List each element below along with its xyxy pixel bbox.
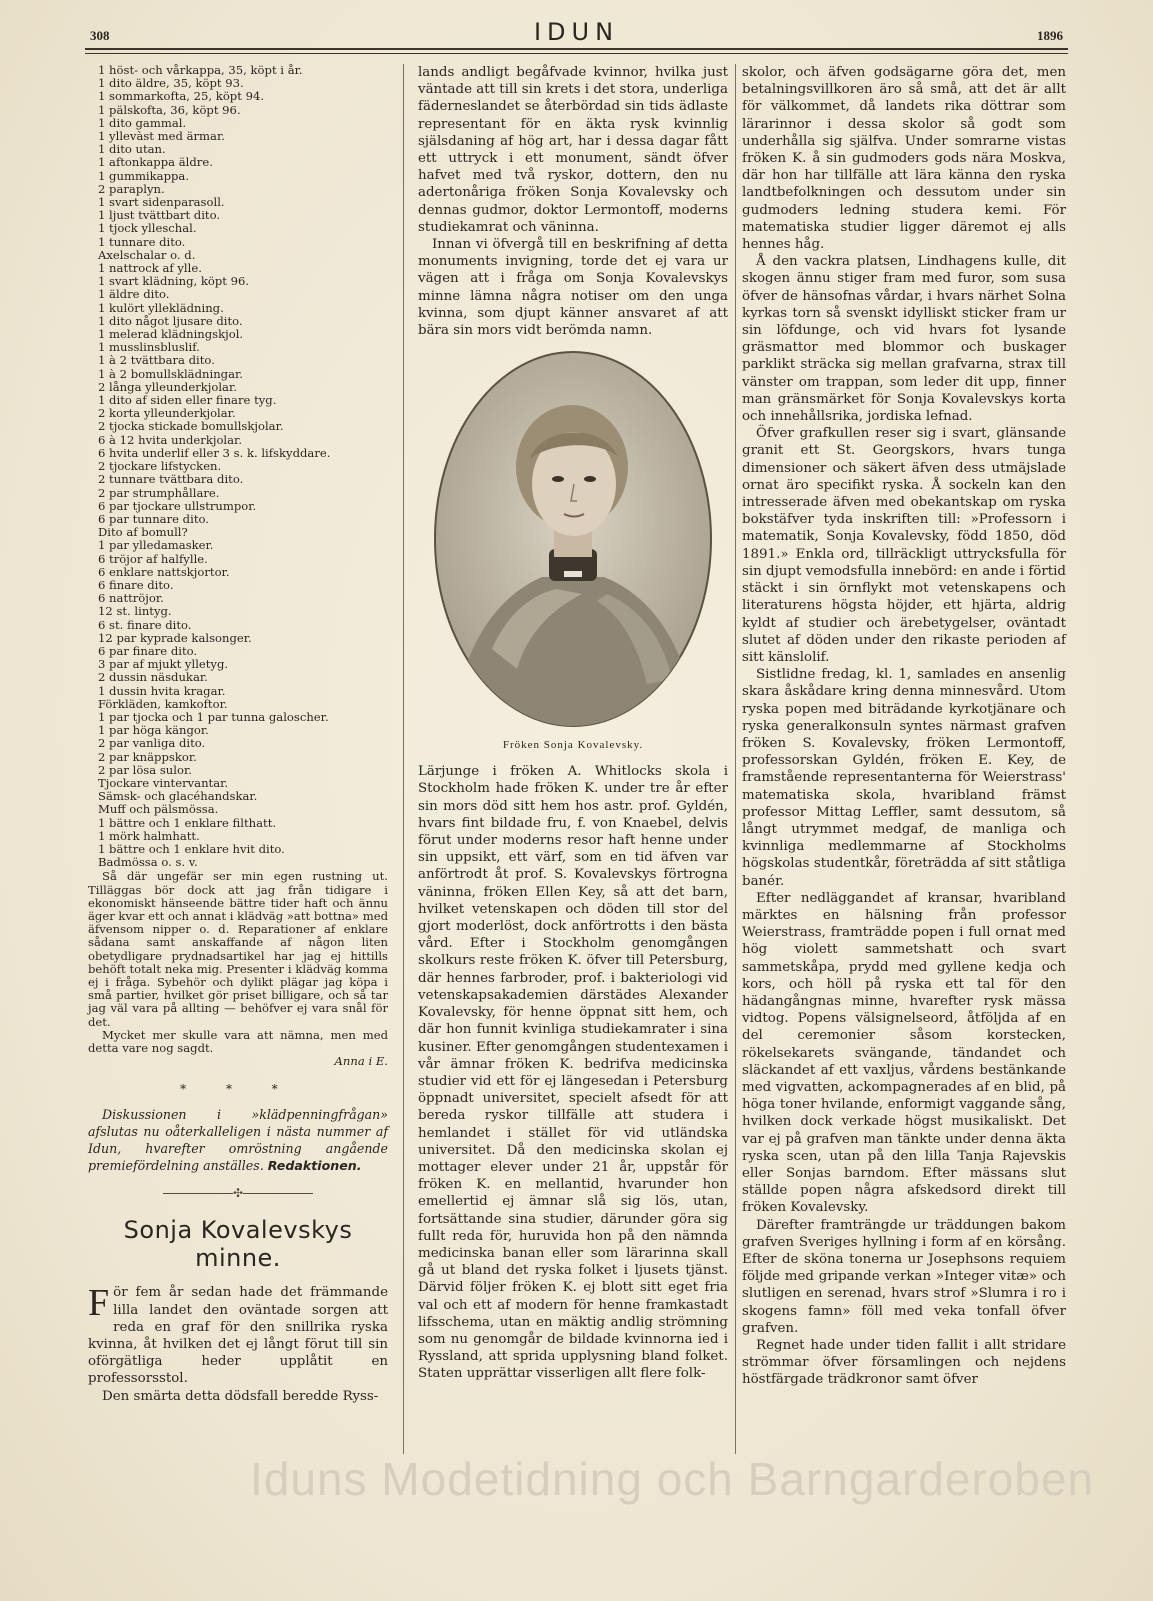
- paragraph: Efter nedläggandet af kransar, hvaribland märktes en hälsning från professor Weierstrass, framträdde popen i full ornat med hög violett sammetshatt och svart sammetskåpa, prydd med gyllene kedja och kors, och höll på ryska ett tal för den hädangångnas minne, hvarefter rysk mässa vidtog. Popens välsignelseord, åtföljda af en del ceremonier såsom korstecken, rökelsekarets svängande, tändandet och släckandet af ett vaxljus, vårdens bestänkande med vigvatten, ackompagnerades af en blid, på höga toner hvilande, enformigt vaggande sång, hvilken dock verkade högst musikaliskt. Det var ej på grafven man tänkte under denna äkta ryska scen, utan på den lilla Tanja Rajevskis eller Sonjas barndom. Efter mässans slut ställde popen några afskedsord direkt till fröken Kovalevsky.: [742, 890, 1066, 1216]
- list-item: 1 musslinsbluslif.: [98, 340, 200, 355]
- list-item: 1 tjock ylleschal.: [98, 221, 197, 236]
- list-item: 1 par tjocka och 1 par tunna galoscher.: [98, 709, 329, 724]
- list-item: 1 dito af siden eller finare tyg.: [98, 393, 277, 408]
- list-item: 1 aftonkappa äldre.: [98, 155, 213, 170]
- paragraph: Å den vackra platsen, Lindhagens kulle, dit skogen ännu stiger fram med furor, som susa öfver de hänsofnas vårdar, i hvars närhet Solna kyrkas torn så svenskt idylliskt sticker fram ur sin löfdunge, och vid hvars fot lysande gräsmattor med blommor och buskager parklikt sträcka sig mellan grafvarna, strax till vänster om trappan, som leder dit upp, finner man gränsmärket för Sonja Kovalevskys korta och innehållsrika, jordiska lefnad.: [742, 254, 1066, 425]
- portrait-caption: Fröken Sonja Kovalevsky.: [502, 739, 644, 752]
- list-item: 1 tunnare dito.: [98, 234, 186, 249]
- list-item: 1 äldre dito.: [98, 287, 170, 302]
- paragraph: lands andligt begåfvade kvinnor, hvilka just väntade att till sin krets i det stora, underliga fäderneslandet se återbördad sin tids ädlaste representant för en äkta rysk kvinnlig själsdaning af hög art, har i dessa dagar fått ett uttryck i ett monument, sändt öfver hafvet med två ryskor, dottern, den nu adertonåriga fröken Sonja Kovalevsky och dennas gudmor, doktor Lermontoff, moderns studiekamrat och väninna.: [418, 65, 728, 235]
- list-item: 1 yllevàst med ärmar.: [98, 129, 225, 144]
- list-item: 1 dito något ljusare dito.: [98, 313, 243, 328]
- list-item: 2 tunnare tvättbara dito.: [98, 472, 244, 487]
- list-item: 1 pälskofta, 36, köpt 96.: [98, 102, 241, 117]
- column-right: [742, 64, 1066, 1389]
- discussion-text: Diskussionen i »klädpenningfrågan» afslutas nu oåterkalleligen i nästa nummer af Idun, hvarefter omröstning angående premiefördelning anställes.: [88, 1107, 388, 1174]
- list-item: 2 tjockare lifstycken.: [98, 459, 222, 474]
- list-item: 6 par tunnare dito.: [98, 511, 209, 526]
- paragraph: Så där ungefär ser min egen rustning ut. Tilläggas bör dock att jag från tidigare i ekonomiskt hänseende bättre tider haft och ännu äger kvar ett och annat i klädväg »att bottna» med äfvensom nipper o. d. Reparationer af enklare sådana samt anskaffande af någon liten obetydligare prydnadsartikel har jag ej hittills behöft totalt neka mig. Presenter i klädväg komma ej i fråga. Sybehör och dylikt plägar jag köpa i små partier, hvilket gör priset billigare, och så tar jag väl vara på allting — behöfver ej vara snål för det.: [88, 869, 388, 1029]
- ornament-divider: ✣: [88, 1186, 388, 1200]
- paragraph: Öfver grafkullen reser sig i svart, glänsande granit ett St. Georgskors, hvars tunga dimensioner och säkert äfven dess utmäjslade ornat äro specifikt ryska. Å sockeln kan den intresserade äfven med obekantskap om ryska bokstäfver tyda inskriften till: »Professorn i matematik, Sonja Kovalevsky, född 1850, död 1891.» Enkla ord, tillräckligt uttrycksfulla för sin djupt vemodsfulla innebörd: en ande i förtid stäckt i sin örnflykt mot vetenskapens och literaturens högsta höjder, ett hjärta, aldrig kyldt af studier och ärebetygelser, oväntadt slutet af döden under den rikaste perioden af sitt känslolif.: [742, 426, 1066, 665]
- list-item: 1 svart klädning, köpt 96.: [98, 274, 250, 289]
- clothing-list: [88, 64, 388, 869]
- list-item: 1 svart sidenparasoll.: [98, 195, 225, 210]
- list-item: 6 hvita underlif eller 3 s. k. lifskyddare.: [98, 445, 331, 460]
- magazine-title: IDUN: [533, 18, 620, 46]
- page-number: 308: [90, 28, 110, 43]
- list-item: 1 à 2 tvättbara dito.: [98, 353, 215, 368]
- paragraph: Mycket mer skulle vara att nämna, men med detta vare nog sagdt.: [88, 1027, 388, 1056]
- redaktionen-sign: Redaktionen.: [267, 1158, 362, 1174]
- portrait-image: [432, 349, 714, 729]
- list-item: 6 finare dito.: [98, 577, 174, 592]
- list-item: 1 dito äldre, 35, köpt 93.: [98, 76, 244, 91]
- list-item: 1 gummikappa.: [98, 168, 190, 183]
- paragraph: skolor, och äfven godsägarne göra det, men betalningsvillkoren äro så små, att det är allt för välkommet, då landets rika döttrar som lärarinnor i dessa skolor så godt som underhålla sig själfva. Under somrarne vistas fröken K. å sin gudmoders gods nära Moskva, där hon har tillfälle att lära känna den ryska landtbefolkningen och dessutom under sin gudmoders ledning studera kemi. För matematiska studier ligger däremot ej alls hennes håg.: [742, 65, 1066, 253]
- drop-cap: F: [88, 1282, 110, 1325]
- list-item: 1 à 2 bomullsklädningar.: [98, 366, 243, 381]
- portrait-photo: [432, 349, 714, 729]
- list-item: 1 sommarkofta, 25, köpt 94.: [98, 89, 265, 104]
- list-item: 6 nattröjor.: [98, 591, 164, 606]
- list-item: 1 par ylledamasker.: [98, 538, 214, 553]
- list-item: 6 enklare nattskjortor.: [98, 564, 230, 579]
- list-item: 1 dito utan.: [98, 142, 166, 157]
- paragraph: Sistlidne fredag, kl. 1, samlades en ansenlig skara åskådare kring denna minnesvård. Utom ryska popen med biträdande kyrkotjänare och ryska generalkonsuln syntes närmast grafven fröken S. Kovalevsky, fröken Lermontoff, professorskan Gyldén, fröken E. Key, de framstående representanterna för Weierstrass' matematiska skola, hvaribland främst professor Mittag Leffler, samt dessutom, så långt utrymmet medgaf, de manliga och kvinnliga medlemmarne af Stockholms högskolas studentkår, företrädda af sitt ståtliga banér.: [742, 667, 1066, 889]
- list-item: Axelschalar o. d.: [98, 247, 196, 262]
- list-item: 1 mörk halmhatt.: [98, 828, 200, 843]
- article-opening: [88, 1284, 388, 1387]
- list-item: 6 par tjockare ullstrumpor.: [98, 498, 257, 513]
- list-item: 3 par af mjukt ylletyg.: [98, 657, 229, 672]
- header-rule-thin: [85, 53, 1068, 54]
- list-item: Förkläden, kamkoftor.: [98, 696, 228, 711]
- paragraph: Den smärta detta dödsfall beredde Ryss-: [102, 1388, 379, 1404]
- issue-year: 1896: [1037, 28, 1063, 43]
- column-divider: [735, 64, 736, 1454]
- list-item: 1 bättre och 1 enklare filthatt.: [98, 815, 277, 830]
- column-middle: [418, 64, 728, 1383]
- column-left: [88, 64, 388, 1405]
- article-text: ör fem år sedan hade det främmande lilla landet den oväntade sorgen att reda en graf för den snillrika ryska kvinna, åt hvilken det ej långt förut till sin oförgätliga heder upplåtit en professorsstol.: [88, 1285, 388, 1387]
- list-item: 12 st. lintyg.: [98, 604, 172, 619]
- list-item: Dito af bomull?: [98, 525, 188, 540]
- list-item: 2 dussin näsdukar.: [98, 670, 208, 685]
- list-item: 1 nattrock af ylle.: [98, 261, 202, 276]
- list-item: 12 par kyprade kalsonger.: [98, 630, 252, 645]
- list-item: 1 bättre och 1 enklare hvit dito.: [98, 841, 285, 856]
- list-item: 2 par vanliga dito.: [98, 736, 206, 751]
- signature: Anna i E.: [334, 1054, 388, 1069]
- list-item: Tjockare vintervantar.: [98, 775, 229, 790]
- list-item: 6 par finare dito.: [98, 643, 198, 658]
- list-item: 1 par höga kängor.: [98, 723, 209, 738]
- list-item: 2 paraplyn.: [98, 181, 165, 196]
- list-item: 2 korta ylleunderkjolar.: [98, 406, 236, 421]
- section-stars: * * *: [180, 1082, 296, 1097]
- list-item: 1 ljust tvättbart dito.: [98, 208, 221, 223]
- list-item: Sämsk- och glacéhandskar.: [98, 789, 258, 804]
- article-title: Sonja Kovalevskys minne.: [123, 1216, 353, 1273]
- list-item: 2 par knäppskor.: [98, 749, 197, 764]
- list-item: 2 långa ylleunderkjolar.: [98, 379, 237, 394]
- editorial-note: [88, 1106, 388, 1174]
- show-through-text: Iduns Modetidning och Barngarderoben: [250, 1453, 1095, 1505]
- list-item: 1 dussin hvita kragar.: [98, 683, 226, 698]
- list-item: Badmössa o. s. v.: [98, 855, 198, 870]
- header-rule: [85, 48, 1068, 50]
- paragraph: Innan vi öfvergå till en beskrifning af detta monuments invigning, torde det ej vara ur vägen att i fråga om Sonja Kovalevskys minne lämna några notiser om den unga kvinna, som djupt känner ansvaret af att bära sin mors vidt berömda namn.: [418, 237, 728, 339]
- list-item: 2 par lösa sulor.: [98, 762, 192, 777]
- list-item: 1 melerad klädningskjol.: [98, 327, 244, 342]
- list-item: 1 dito gammal.: [98, 115, 187, 130]
- list-item: Muff och pälsmössa.: [98, 802, 219, 817]
- column-divider: [403, 64, 404, 1454]
- page-header: [70, 18, 1083, 48]
- list-item: 6 à 12 hvita underkjolar.: [98, 432, 243, 447]
- list-item: 6 tröjor af halfylle.: [98, 551, 208, 566]
- paragraph: Lärjunge i fröken A. Whitlocks skola i Stockholm hade fröken K. under tre år efter sin mors död sitt hem hos astr. prof. Gyldén, hvars fint bildade fru, f. von Knaebel, delvis förut under moderns resor haft henne under sin uppsikt, ett värf, som en tid äfven var anförtrodt åt prof. S. Kovalevskys förtrogna väninna, fröken Ellen Key, så att det barn, hvilket vetenskapen och döden till stor del gjort moderlöst, dock anförtrotts i den bästa vård. Efter i Stockholm genomgången skolkurs reste fröken K. öfver till Petersburg, där hennes farbroder, prof. i bakteriologi vid vetenskapsakademien därstädes Alexander Kovalevsky, för henne öppnat sitt hem, och där hon funnit kvinliga studiekamrater i sina kusiner. Efter genomgången studentexamen i vår ämnar fröken K. bedrifva medicinska studier vid ett för ej längesedan i Petersburg öppnadt universitet, specielt afsedt för att bereda ryskor tillfälle att studera i hemlandet i stället för vid utländska universitet. Då den medicinska skolan ej mottager elever under 21 år, uppstår för fröken K. en mellantid, hvarunder hon emellertid ej ämnar slå sig lös, utan, fortsättande sina studier, därunder göra sig fullt reda för, huruvida hon på den nämnda medicinska banan eller som lärarinna skall gå ut bland det ryska folket i ljusets tjänst. Därvid följer fröken K. ej blott sitt eget fria val och ett af modern för henne framkastadt lifsschema, utan en mäktig andlig strömning som nu genomgår de bildade kvinnorna ied i Ryssland, att sprida upplysning bland folket. Staten upprättar visserligen allt flere folk-: [418, 764, 728, 1382]
- paragraph: Regnet hade under tiden fallit i allt stridare strömmar öfver församlingen och nejdens höstfärgade trädkronor samt öfver: [742, 1338, 1066, 1388]
- list-item: 6 st. finare dito.: [98, 617, 192, 632]
- list-item: 2 tjocka stickade bomullskjolar.: [98, 419, 284, 434]
- list-item: 2 par strumphållare.: [98, 485, 220, 500]
- paragraph: Därefter framträngde ur träddungen bakom grafven Sveriges hyllning i form af en körsång. Efter de sköna tonerna ur Josephsons requiem följde med gripande verkan »Integer vitæ» och slutligen en serenad, hvars strof »Slumra i ro i skogens famn» föll med veka tonfall öfver grafven.: [742, 1217, 1066, 1336]
- list-item: 1 höst- och vårkappa, 35, köpt i år.: [98, 63, 303, 77]
- list-item: 1 kulört ylleklädning.: [98, 300, 224, 315]
